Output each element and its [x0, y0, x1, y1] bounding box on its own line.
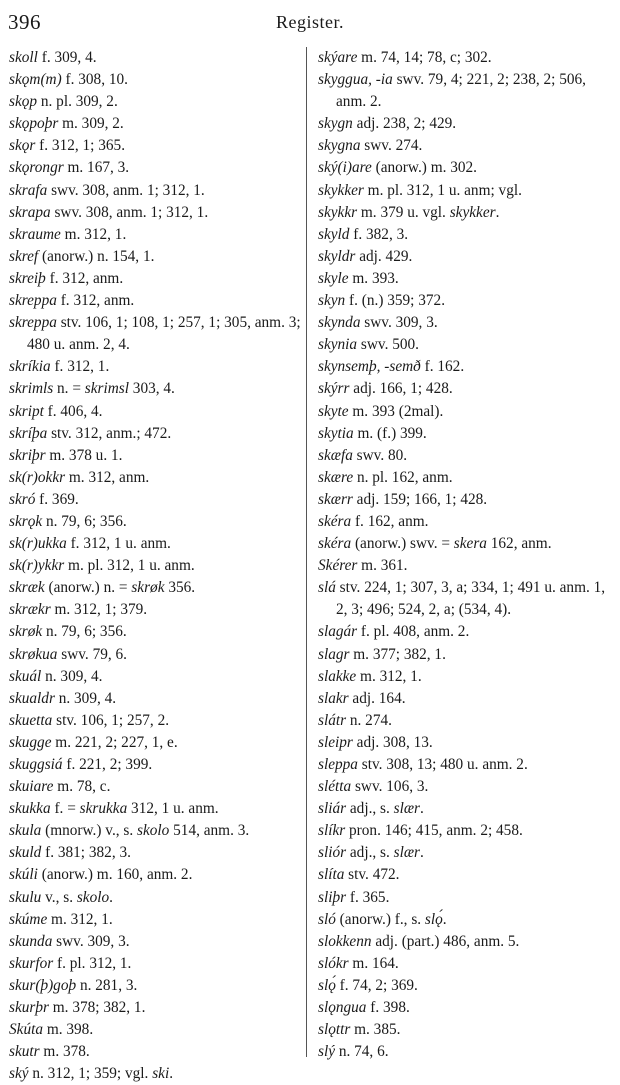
- entry-headword: sliþr: [318, 888, 347, 906]
- index-entry: [318, 113, 614, 135]
- left-column: [9, 47, 301, 1085]
- entry-reference: swv. 274.: [360, 137, 423, 155]
- index-entry: [9, 445, 301, 467]
- entry-reference: stv. 472.: [344, 866, 400, 884]
- entry-headword: skræk: [9, 579, 45, 597]
- index-entry: [318, 356, 614, 378]
- entry-crossref: skykker: [449, 203, 496, 221]
- entry-reference: (anorw.) n. 154, 1.: [38, 247, 155, 265]
- index-entry: [9, 224, 301, 246]
- entry-headword: skuál: [9, 667, 42, 685]
- entry-headword: slétta: [318, 778, 352, 796]
- entry-reference: f. 308, 10.: [61, 71, 128, 89]
- entry-reference: f. pl. 312, 1.: [53, 954, 132, 972]
- index-entry: [318, 69, 614, 113]
- entry-reference: m. 312, 1.: [356, 667, 422, 685]
- entry-headword: skuggsiá: [9, 756, 63, 773]
- entry-headword: skýare: [318, 49, 358, 66]
- entry-reference: n. 274.: [346, 711, 392, 729]
- entry-headword: skrøkua: [9, 645, 58, 663]
- entry-reference-tail: 312, 1 u. anm.: [127, 800, 219, 818]
- entry-reference: adj. 429.: [355, 247, 413, 265]
- entry-headword: skúli: [9, 866, 38, 884]
- index-entry: [9, 1041, 301, 1063]
- entry-headword: skríþa: [9, 424, 48, 442]
- entry-reference-tail: .: [109, 888, 113, 906]
- entry-reference: f. 312, 1.: [50, 358, 110, 376]
- index-entry: [9, 202, 301, 224]
- entry-headword: skǫm(m): [9, 71, 62, 89]
- entry-headword: skrøk: [9, 623, 43, 641]
- index-entry: [318, 887, 614, 909]
- entry-headword: skualdr: [9, 689, 55, 707]
- index-entry: [9, 887, 301, 909]
- index-entry: [9, 467, 301, 489]
- entry-headword: skyle: [318, 269, 349, 287]
- entry-reference: f. 406, 4.: [43, 402, 103, 420]
- right-column: [318, 47, 614, 1063]
- entry-headword: skykker: [318, 181, 364, 199]
- entry-reference: m. pl. 312, 1 u. anm; vgl.: [363, 181, 522, 199]
- entry-reference-tail: 356.: [164, 579, 196, 597]
- index-entry: [318, 710, 614, 732]
- index-entry: [9, 710, 301, 732]
- entry-headword: ský(i)are: [318, 159, 372, 177]
- index-entry: [318, 1041, 614, 1063]
- entry-reference: n. 312, 1; 359; vgl.: [28, 1065, 153, 1083]
- entry-headword: skript: [9, 402, 44, 420]
- entry-headword: skéra: [318, 512, 352, 530]
- entry-headword: skǫpoþr: [9, 115, 59, 133]
- entry-headword: skuiare: [9, 778, 54, 796]
- entry-reference: m. 312, 1; 379.: [50, 601, 148, 619]
- index-entry: [9, 113, 301, 135]
- entry-reference: m. 167, 3.: [63, 159, 130, 177]
- entry-reference: adj. 308, 13.: [352, 733, 433, 751]
- entry-headword: skynsemþ, -semð: [318, 358, 421, 376]
- entry-headword: Skérer: [318, 557, 358, 575]
- index-entry: [318, 997, 614, 1019]
- entry-headword: skrækr: [9, 601, 51, 619]
- entry-headword: skygn: [318, 115, 353, 133]
- entry-reference-tail: .: [442, 910, 447, 928]
- entry-headword: slátr: [318, 711, 347, 729]
- index-entry: [318, 467, 614, 489]
- entry-headword: slíkr: [318, 822, 346, 840]
- entry-reference: n. 79, 6; 356.: [42, 512, 127, 530]
- index-entry: [318, 555, 614, 577]
- entry-reference: (anorw.) n. =: [44, 579, 132, 597]
- entry-crossref: skolo: [137, 822, 170, 840]
- entry-reference-tail: .: [420, 844, 424, 862]
- index-entry: [318, 268, 614, 290]
- entry-reference: m. 393.: [348, 269, 399, 287]
- entry-reference: m. 378 u. 1.: [45, 446, 123, 464]
- index-entry: [318, 798, 614, 820]
- entry-reference: stv. 106, 1; 108, 1; 257, 1; 305, anm. 3; 480 u. anm. 2, 4.: [27, 314, 301, 354]
- entry-headword: sló: [318, 910, 336, 928]
- index-entry: [318, 246, 614, 268]
- entry-reference: f. 381; 382, 3.: [41, 844, 131, 862]
- entry-headword: skrapa: [9, 203, 51, 221]
- entry-headword: slý: [318, 1043, 335, 1061]
- index-entry: [9, 246, 301, 268]
- index-entry: [318, 666, 614, 688]
- index-entry: [318, 533, 614, 555]
- entry-headword: slá: [318, 579, 336, 597]
- entry-headword: skyte: [318, 402, 349, 420]
- entry-reference: f. 312, 1 u. anm.: [66, 535, 171, 553]
- entry-reference: f. 74, 2; 369.: [335, 976, 418, 994]
- entry-headword: skyggua, -ia: [318, 71, 393, 89]
- entry-crossref: ski: [152, 1065, 170, 1083]
- entry-reference: n. =: [53, 380, 85, 398]
- entry-reference: m. 378.: [39, 1043, 90, 1061]
- entry-reference: adj., s.: [346, 844, 394, 862]
- entry-reference: f. 162.: [420, 358, 465, 376]
- entry-headword: slokkenn: [318, 932, 372, 950]
- index-entry: [318, 688, 614, 710]
- entry-headword: sk(r)okkr: [9, 468, 66, 486]
- entry-reference: n. 74, 6.: [335, 1043, 389, 1061]
- entry-headword: skur(þ)goþ: [9, 976, 77, 994]
- entry-headword: skunda: [9, 932, 53, 950]
- index-entry: [9, 577, 301, 599]
- index-entry: [318, 953, 614, 975]
- entry-headword: skreiþ: [9, 269, 46, 287]
- index-entry: [9, 754, 301, 776]
- entry-reference: swv. 79, 4; 221, 2; 238, 2; 506, anm. 2.: [336, 71, 586, 111]
- index-entry: [9, 1019, 301, 1041]
- index-entry: [318, 489, 614, 511]
- entry-headword: sleipr: [318, 733, 353, 751]
- entry-reference: f. (n.) 359; 372.: [345, 292, 446, 310]
- index-entry: [318, 931, 614, 953]
- entry-headword: skriþr: [9, 446, 46, 464]
- entry-headword: skreppa: [9, 314, 57, 332]
- index-entry: [9, 312, 301, 356]
- entry-headword: skǫp: [9, 93, 38, 111]
- index-entry: [9, 423, 301, 445]
- entry-headword: skulu: [9, 888, 42, 906]
- entry-headword: slǫ́: [318, 976, 336, 994]
- entry-headword: slagár: [318, 623, 358, 641]
- running-title: Register.: [276, 12, 344, 32]
- entry-headword: slǫngua: [318, 999, 367, 1017]
- column-divider: [306, 47, 307, 1057]
- entry-reference: n. 281, 3.: [76, 976, 138, 994]
- entry-reference: f. 309, 4.: [37, 49, 97, 66]
- entry-reference-tail: .: [420, 800, 424, 818]
- entry-headword: slagr: [318, 645, 350, 663]
- entry-headword: sk(r)ykkr: [9, 557, 65, 575]
- index-entry: [9, 401, 301, 423]
- entry-reference: m. 398.: [43, 1021, 94, 1039]
- index-entry: [9, 511, 301, 533]
- index-entry: [9, 157, 301, 179]
- entry-reference: m. 379 u. vgl.: [357, 203, 450, 221]
- index-entry: [318, 820, 614, 842]
- entry-reference: adj. 166, 1; 428.: [349, 380, 453, 398]
- entry-reference: stv. 312, anm.; 472.: [47, 424, 172, 442]
- entry-reference: (mnorw.) v., s.: [41, 822, 138, 840]
- entry-headword: skrǫk: [9, 512, 43, 530]
- entry-headword: skurþr: [9, 999, 49, 1017]
- entry-headword: skraume: [9, 225, 61, 243]
- entry-reference: n. pl. 309, 2.: [37, 93, 118, 111]
- entry-headword: skærr: [318, 490, 353, 508]
- index-entry: [9, 135, 301, 157]
- entry-headword: skref: [9, 247, 39, 265]
- entry-reference: f. 221, 2; 399.: [62, 756, 153, 773]
- entry-reference: swv. 308, anm. 1; 312, 1.: [47, 181, 205, 199]
- entry-reference: stv. 308, 13; 480 u. anm. 2.: [357, 756, 528, 773]
- entry-reference: n. 309, 4.: [54, 689, 117, 707]
- entry-reference-tail: 162, anm.: [486, 535, 552, 553]
- entry-headword: skéra: [318, 535, 352, 553]
- entry-headword: skurfor: [9, 954, 54, 972]
- entry-reference-tail: 303, 4.: [128, 380, 175, 398]
- entry-reference: f. pl. 408, anm. 2.: [357, 623, 470, 641]
- entry-crossref: skrukka: [79, 800, 128, 818]
- entry-reference: n. pl. 162, anm.: [353, 468, 453, 486]
- index-entry: [9, 953, 301, 975]
- index-entry: [318, 909, 614, 931]
- entry-reference: m. (f.) 399.: [353, 424, 427, 442]
- index-entry: [9, 489, 301, 511]
- index-entry: [318, 334, 614, 356]
- entry-reference: m. 74, 14; 78, c; 302.: [357, 49, 492, 66]
- entry-headword: ský: [9, 1065, 29, 1083]
- index-entry: [318, 423, 614, 445]
- entry-reference: m. pl. 312, 1 u. anm.: [64, 557, 195, 575]
- entry-crossref: slær: [393, 800, 421, 818]
- entry-reference-tail: .: [495, 203, 500, 221]
- index-entry: [318, 864, 614, 886]
- index-entry: [318, 157, 614, 179]
- entry-reference: m. 312, 1.: [47, 910, 113, 928]
- index-entry: [318, 842, 614, 864]
- index-entry: [9, 931, 301, 953]
- index-entry: [318, 1019, 614, 1041]
- entry-headword: skyld: [318, 225, 350, 243]
- entry-headword: skrimls: [9, 380, 54, 398]
- index-entry: [318, 445, 614, 467]
- entry-headword: sk(r)ukka: [9, 535, 67, 553]
- entry-reference: swv. 308, anm. 1; 312, 1.: [50, 203, 209, 221]
- index-entry: [318, 202, 614, 224]
- index-entry: [318, 378, 614, 400]
- entry-reference: (anorw.) m. 160, anm. 2.: [37, 866, 193, 884]
- index-entry: [9, 798, 301, 820]
- entry-headword: skukka: [9, 800, 51, 818]
- entry-reference: swv. 309, 3.: [360, 314, 438, 332]
- entry-headword: skreppa: [9, 292, 57, 310]
- index-entry: [9, 533, 301, 555]
- entry-reference: swv. 79, 6.: [57, 645, 127, 663]
- entry-reference: f. 312, anm.: [45, 269, 124, 287]
- entry-headword: skǫrongr: [9, 159, 64, 177]
- index-entry: [318, 224, 614, 246]
- index-entry: [9, 1063, 301, 1085]
- entry-reference: m. 312, anm.: [65, 468, 150, 486]
- index-entry: [318, 621, 614, 643]
- entry-headword: slakr: [318, 689, 349, 707]
- entry-headword: skyn: [318, 292, 346, 310]
- entry-reference: swv. 80.: [352, 446, 408, 464]
- index-entry: [318, 975, 614, 997]
- entry-headword: slíta: [318, 866, 345, 884]
- entry-reference: v., s.: [41, 888, 77, 906]
- entry-headword: skynda: [318, 314, 361, 332]
- index-entry: [9, 555, 301, 577]
- entry-headword: skygna: [318, 137, 361, 155]
- index-entry: [9, 47, 301, 69]
- entry-headword: skutr: [9, 1043, 40, 1061]
- entry-headword: slakke: [318, 667, 357, 685]
- entry-reference: f. 398.: [366, 999, 410, 1017]
- index-entry: [9, 842, 301, 864]
- entry-reference: swv. 309, 3.: [52, 932, 130, 950]
- entry-reference: adj. 159; 166, 1; 428.: [352, 490, 488, 508]
- entry-crossref: skrøk: [131, 579, 165, 597]
- entry-headword: skúme: [9, 910, 48, 928]
- entry-reference: m. 377; 382, 1.: [349, 645, 446, 663]
- index-entry: [9, 290, 301, 312]
- index-entry: [9, 378, 301, 400]
- index-entry: [318, 644, 614, 666]
- entry-headword: slǫttr: [318, 1021, 351, 1039]
- entry-crossref: slǫ́: [424, 910, 443, 928]
- entry-headword: Skúta: [9, 1021, 43, 1039]
- index-entry: [9, 732, 301, 754]
- index-entry: [318, 776, 614, 798]
- entry-reference: m. 221, 2; 227, 1, e.: [51, 733, 178, 751]
- entry-reference: m. 309, 2.: [58, 115, 124, 133]
- entry-headword: skró: [9, 490, 36, 508]
- index-entry: [318, 180, 614, 202]
- entry-reference: adj. (part.) 486, anm. 5.: [371, 932, 520, 950]
- index-entry: [9, 91, 301, 113]
- entry-reference: swv. 500.: [357, 336, 419, 354]
- index-entry: [318, 732, 614, 754]
- entry-headword: skuld: [9, 844, 42, 862]
- entry-reference: m. 393 (2mal).: [348, 402, 444, 420]
- entry-reference: adj., s.: [346, 800, 394, 818]
- entry-reference-tail: 514, anm. 3.: [169, 822, 250, 840]
- entry-headword: skykkr: [318, 203, 358, 221]
- index-entry: [318, 47, 614, 69]
- entry-headword: skríkia: [9, 358, 51, 376]
- entry-reference: n. 79, 6; 356.: [42, 623, 127, 641]
- index-entry: [9, 975, 301, 997]
- entry-reference: f. 162, anm.: [351, 512, 429, 530]
- entry-reference: pron. 146; 415, anm. 2; 458.: [345, 822, 523, 840]
- index-entry: [9, 621, 301, 643]
- index-entry: [9, 180, 301, 202]
- entry-headword: skula: [9, 822, 42, 840]
- entry-crossref: slær: [393, 844, 421, 862]
- page-number: 396: [8, 10, 41, 34]
- entry-headword: skytia: [318, 424, 354, 442]
- index-entry: [9, 776, 301, 798]
- index-entry: [9, 909, 301, 931]
- entry-headword: sliór: [318, 844, 347, 862]
- index-entry: [9, 356, 301, 378]
- entry-headword: skoll: [9, 49, 38, 66]
- entry-crossref: skrimsl: [84, 380, 129, 398]
- index-entry: [9, 820, 301, 842]
- index-entry: [318, 135, 614, 157]
- entry-crossref: skolo: [76, 888, 110, 906]
- entry-headword: skuetta: [9, 711, 53, 729]
- entry-reference: (anorw.) swv. =: [351, 535, 454, 553]
- entry-reference: adj. 164.: [348, 689, 406, 707]
- entry-headword: skýrr: [318, 380, 350, 398]
- entry-reference: n. 309, 4.: [41, 667, 103, 685]
- entry-reference: f. =: [50, 800, 80, 818]
- entry-reference-tail: .: [169, 1065, 174, 1083]
- entry-headword: skynia: [318, 336, 358, 354]
- index-entry: [9, 268, 301, 290]
- entry-headword: skugge: [9, 733, 52, 751]
- entry-reference: m. 378; 382, 1.: [48, 999, 146, 1017]
- entry-reference: m. 361.: [357, 557, 408, 575]
- entry-reference: stv. 106, 1; 257, 2.: [52, 711, 170, 729]
- entry-headword: skæfa: [318, 446, 353, 464]
- entry-reference: m. 78, c.: [53, 778, 111, 796]
- index-entry: [9, 69, 301, 91]
- index-entry: [9, 997, 301, 1019]
- entry-reference: f. 369.: [35, 490, 79, 508]
- entry-reference: m. 385.: [350, 1021, 401, 1039]
- index-entry: [318, 511, 614, 533]
- index-entry: [318, 577, 614, 621]
- entry-reference: swv. 106, 3.: [351, 778, 429, 796]
- index-entry: [9, 864, 301, 886]
- entry-reference: m. 164.: [348, 954, 399, 972]
- entry-headword: skyldr: [318, 247, 356, 265]
- entry-headword: skære: [318, 468, 354, 486]
- index-entry: [9, 644, 301, 666]
- entry-reference: stv. 224, 1; 307, 3, a; 334, 1; 491 u. anm. 1, 2, 3; 496; 524, 2, a; (534, 4).: [335, 579, 606, 619]
- entry-headword: sleppa: [318, 756, 358, 773]
- entry-headword: sliár: [318, 800, 347, 818]
- entry-reference: f. 382, 3.: [349, 225, 409, 243]
- entry-reference: f. 312, 1; 365.: [35, 137, 126, 155]
- entry-reference: (anorw.) f., s.: [335, 910, 425, 928]
- entry-headword: skrafa: [9, 181, 48, 199]
- entry-headword: skǫr: [9, 137, 36, 155]
- entry-reference: m. 312, 1.: [60, 225, 127, 243]
- index-entry: [318, 290, 614, 312]
- index-entry: [9, 666, 301, 688]
- index-entry: [318, 312, 614, 334]
- entry-reference: (anorw.) m. 302.: [371, 159, 478, 177]
- index-entry: [318, 401, 614, 423]
- entry-reference: adj. 238, 2; 429.: [352, 115, 457, 133]
- entry-headword: slókr: [318, 954, 349, 972]
- index-entry: [318, 754, 614, 776]
- entry-crossref: skera: [453, 535, 487, 553]
- entry-reference: f. 312, anm.: [56, 292, 135, 310]
- index-entry: [9, 688, 301, 710]
- entry-reference: f. 365.: [346, 888, 390, 906]
- index-entry: [9, 599, 301, 621]
